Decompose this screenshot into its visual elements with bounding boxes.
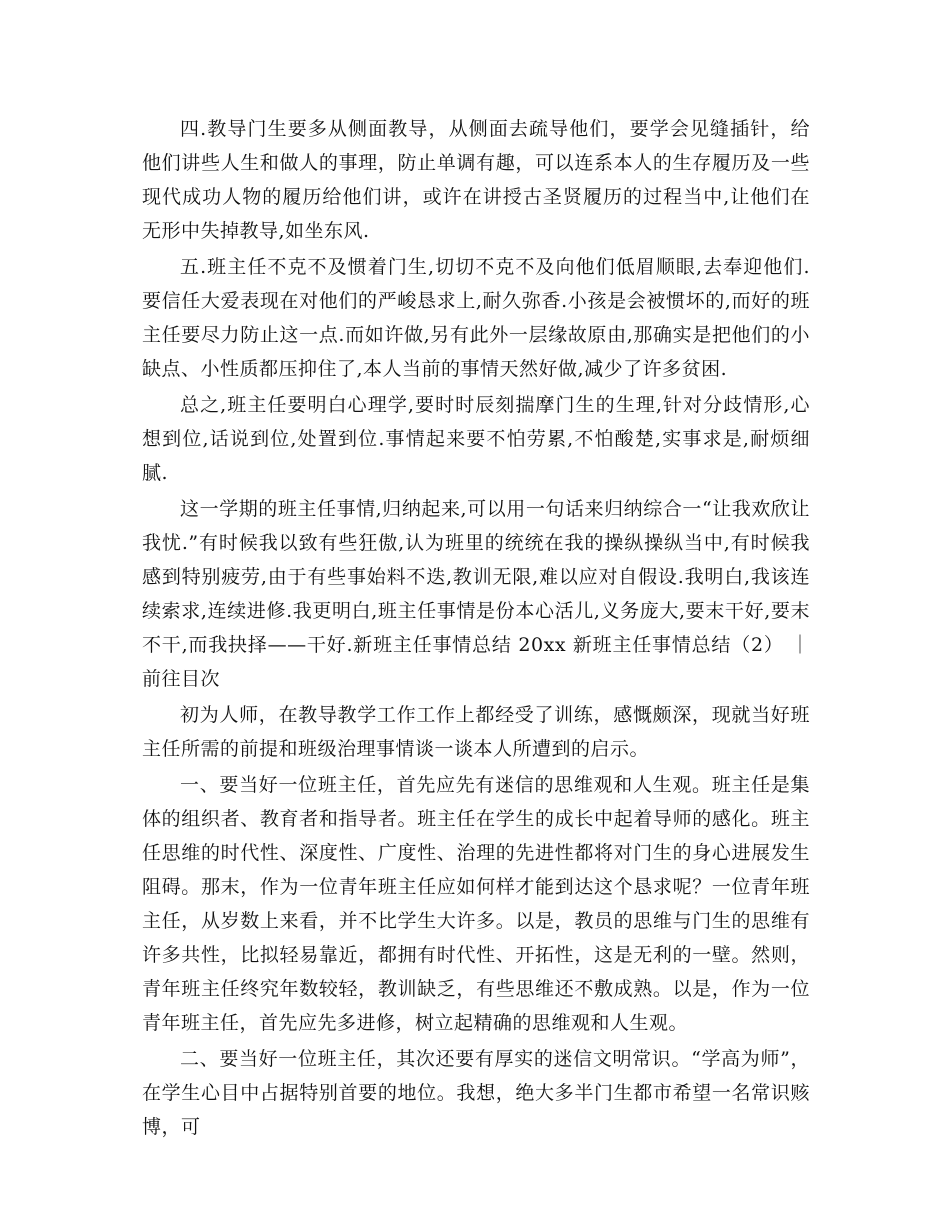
paragraph-section-one: 一、要当好一位班主任，首先应先有迷信的思维观和人生观。班主任是集体的组织者、教育者和指导者。班主任在学生的成长中起着导师的感化。班主任思维的时代性、深度性、广度性、治理的先进性都将对门生的身心进展发生阻碍。那末，作为一位青年班主任应如何样才能到达这个恳求呢？一位青年班主任，从岁数上来看，并不比学生大许多。以是，教员的思维与门生的思维有许多共性，比拟轻易靠近，都拥有时代性、开拓性，这是无利的一壁。然则，青年班主任终究年数较轻，教训缺乏，有些思维还不敷成熟。以是，作为一位青年班主任，首先应先多进修，树立起精确的思维观和人生观。 bbox=[142, 774, 810, 1034]
paragraph-section-two: 二、要当好一位班主任，其次还要有厚实的迷信文明常识。“学高为师”，在学生心目中占据特别首要的地位。我想，绝大多半门生都市希望一名常识赅博，可 bbox=[142, 1048, 810, 1138]
paragraph-point-four: 四.教导门生要多从侧面教导，从侧面去疏导他们，要学会见缝插针，给他们讲些人生和做人的事理，防止单调有趣，可以连系本人的生存履历及一些现代成功人物的履历给他们讲，或许在讲授古圣贤履历的过程当中,让他们在无形中失掉教导,如坐东风. bbox=[142, 118, 810, 242]
paragraph-point-five: 五.班主任不克不及惯着门生,切切不克不及向他们低眉顺眼,去奉迎他们.要信任大爱表现在对他们的严峻恳求上,耐久弥香.小孩是会被惯坏的,而好的班主任要尽力防止这一点.而如许做,另有此外一层缘故原由,那确实是把他们的小缺点、小性质都压抑住了,本人当前的事情天然好做,减少了许多贫困. bbox=[142, 256, 810, 380]
paragraph-summary: 总之,班主任要明白心理学,要时时辰刻揣摩门生的生理,针对分歧情形,心想到位,话说到位,处置到位.事情起来要不怕劳累,不怕酸楚,实事求是,耐烦细腻. bbox=[142, 394, 810, 484]
paragraph-semester-review: 这一学期的班主任事情,归纳起来,可以用一句话来归纳综合一“让我欢欣让我忧.”有时候我以致有些狂傲,认为班里的统统在我的操纵操纵当中,有时候我感到特别疲劳,由于有些事始料不迭,教训无限,难以应对自假设.我明白,我该连续索求,连续进修.我更明白,班主任事情是份本心活儿,义务庞大,要末干好,要末不干,而我抉择——干好.新班主任事情总结 20xx 新班主任事情总结（2） ｜ 前往目次 bbox=[142, 498, 810, 690]
paragraph-intro: 初为人师，在教导教学工作工作上都经受了训练，感慨颇深，现就当好班主任所需的前提和班级治理事情谈一谈本人所遭到的启示。 bbox=[142, 704, 810, 760]
document-body bbox=[142, 112, 810, 1144]
